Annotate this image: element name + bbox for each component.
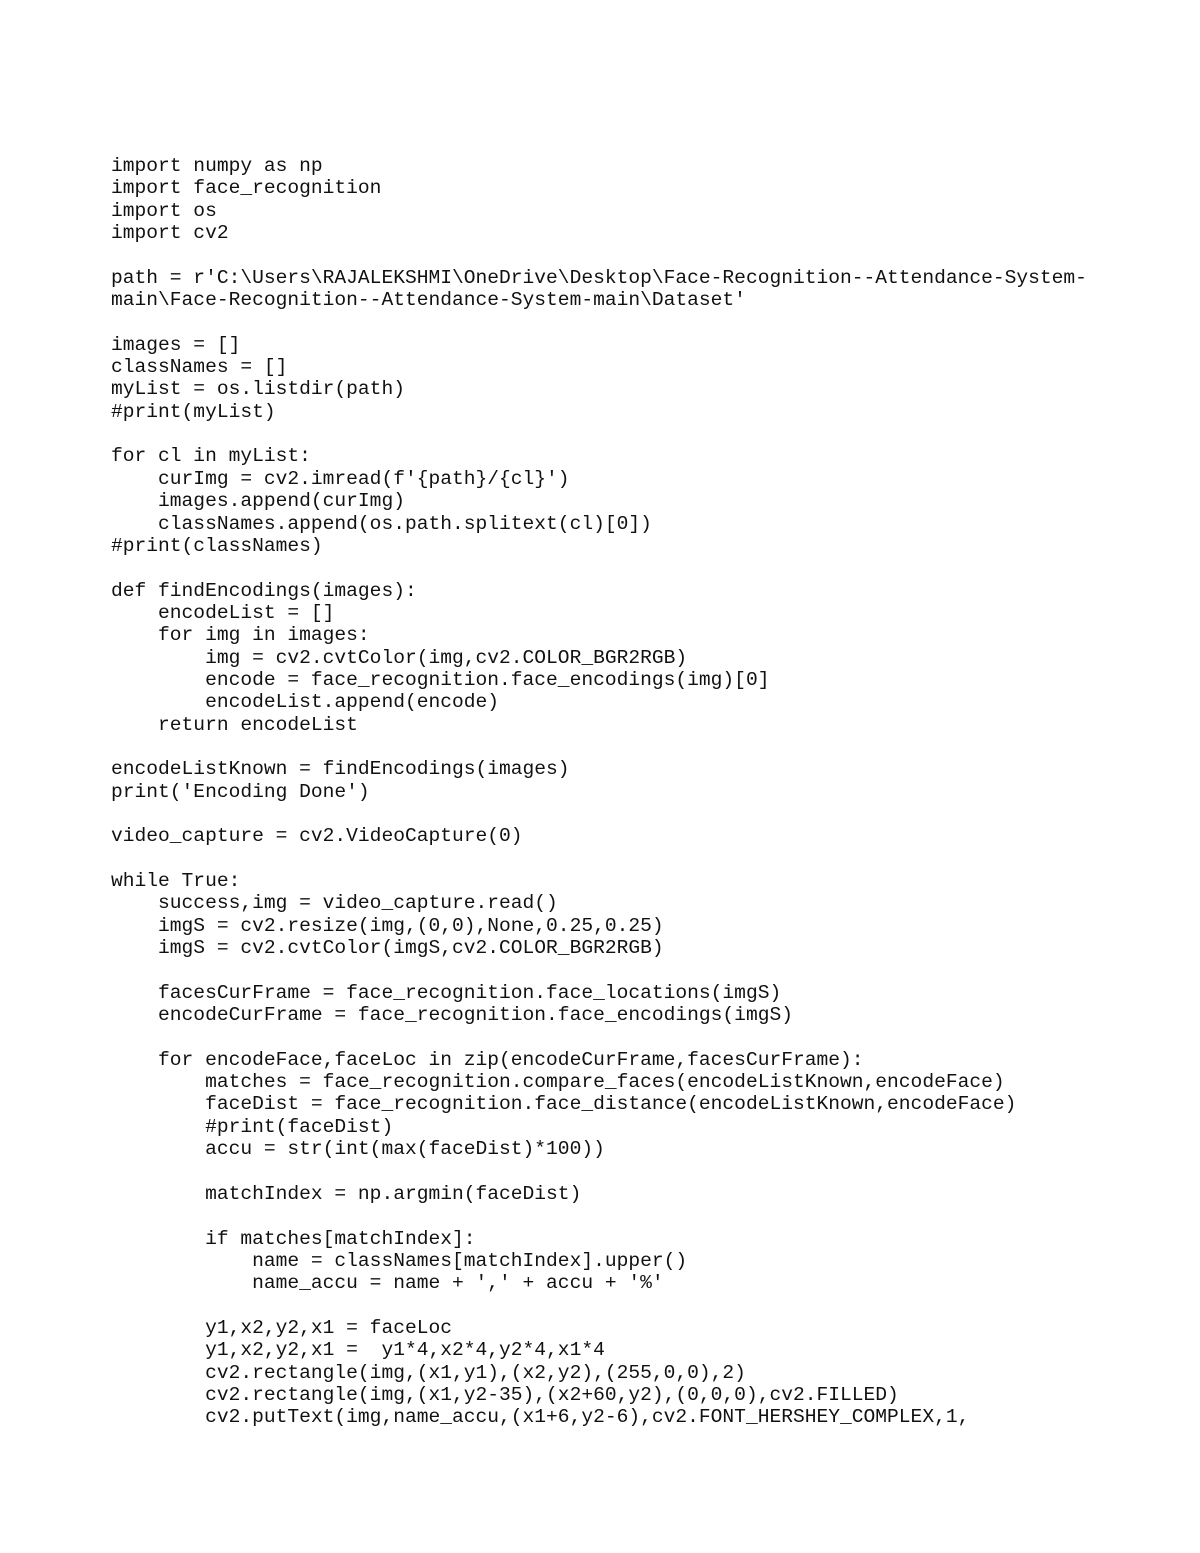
code-line: encodeCurFrame = face_recognition.face_encodings(imgS): [111, 1004, 793, 1027]
code-line: if matches[matchIndex]:: [111, 1227, 476, 1250]
code-line: images = []: [111, 333, 241, 356]
code-line: y1,x2,y2,x1 = y1*4,x2*4,y2*4,x1*4: [111, 1339, 605, 1362]
code-line: [111, 848, 1087, 870]
code-line: img = cv2.cvtColor(img,cv2.COLOR_BGR2RGB): [111, 646, 688, 669]
code-line: cv2.rectangle(img,(x1,y1),(x2,y2),(255,0,0),2): [111, 1361, 746, 1384]
code-line: encode = face_recognition.face_encodings(img)[0]: [111, 668, 770, 691]
code-line: encodeList = []: [111, 601, 335, 624]
code-line: cv2.rectangle(img,(x1,y2-35),(x2+60,y2),(0,0,0),cv2.FILLED): [111, 1383, 899, 1406]
code-line: matchIndex = np.argmin(faceDist): [111, 1182, 582, 1205]
code-line: imgS = cv2.cvtColor(imgS,cv2.COLOR_BGR2RGB): [111, 937, 664, 960]
code-line: video_capture = cv2.VideoCapture(0): [111, 825, 523, 848]
code-line: [111, 803, 1087, 825]
code-line: while True:: [111, 870, 241, 892]
code-line: import numpy as np: [111, 155, 323, 177]
code-line: y1,x2,y2,x1 = faceLoc: [111, 1316, 452, 1339]
code-line: for img in images:: [111, 624, 370, 647]
code-line: myList = os.listdir(path): [111, 378, 405, 401]
code-line: [111, 1205, 1087, 1227]
code-line: [111, 557, 1087, 579]
code-line: return encodeList: [111, 713, 358, 736]
code-line: accu = str(int(max(faceDist)*100)): [111, 1138, 605, 1161]
code-line: import face_recognition: [111, 177, 382, 200]
code-line: path = r'C:\Users\RAJALEKSHMI\OneDrive\Desktop\Face-Recognition--Attendance-System-: [111, 266, 1087, 289]
code-line: #print(faceDist): [111, 1115, 394, 1138]
code-line: encodeListKnown = findEncodings(images): [111, 758, 570, 781]
code-line: print('Encoding Done'): [111, 780, 370, 803]
code-line: def findEncodings(images):: [111, 579, 417, 602]
code-line: [111, 736, 1087, 758]
code-line: images.append(curImg): [111, 490, 405, 513]
code-line: [111, 311, 1087, 333]
code-line: name = classNames[matchIndex].upper(): [111, 1249, 688, 1272]
code-line: [111, 1295, 1087, 1317]
code-line: [111, 1026, 1087, 1048]
code-line: encodeList.append(encode): [111, 691, 500, 714]
code-line: [111, 959, 1087, 981]
code-line: facesCurFrame = face_recognition.face_locations(imgS): [111, 981, 782, 1004]
code-line: cv2.putText(img,name_accu,(x1+6,y2-6),cv2.FONT_HERSHEY_COMPLEX,1,: [111, 1406, 970, 1429]
code-line: for encodeFace,faceLoc in zip(encodeCurFrame,facesCurFrame):: [111, 1048, 864, 1071]
code-line: import os: [111, 199, 217, 222]
code-line: main\Face-Recognition--Attendance-System-main\Dataset': [111, 289, 746, 312]
code-line: success,img = video_capture.read(): [111, 892, 558, 915]
code-line: imgS = cv2.resize(img,(0,0),None,0.25,0.25): [111, 914, 664, 937]
code-line: #print(classNames): [111, 534, 323, 557]
code-line: import cv2: [111, 222, 229, 245]
code-line: faceDist = face_recognition.face_distance(encodeListKnown,encodeFace): [111, 1093, 1017, 1116]
code-line: curImg = cv2.imread(f'{path}/{cl}'): [111, 467, 570, 490]
code-line: [111, 1160, 1087, 1182]
code-line: [111, 423, 1087, 445]
code-line: classNames = []: [111, 356, 288, 379]
code-line: [111, 244, 1087, 266]
code-line: matches = face_recognition.compare_faces(encodeListKnown,encodeFace): [111, 1071, 1005, 1094]
code-line: #print(myList): [111, 400, 276, 423]
code-line: classNames.append(os.path.splitext(cl)[0]): [111, 512, 652, 535]
code-line: for cl in myList:: [111, 445, 311, 468]
code-line: name_accu = name + ',' + accu + '%': [111, 1272, 664, 1295]
code-listing: [111, 155, 1087, 1429]
